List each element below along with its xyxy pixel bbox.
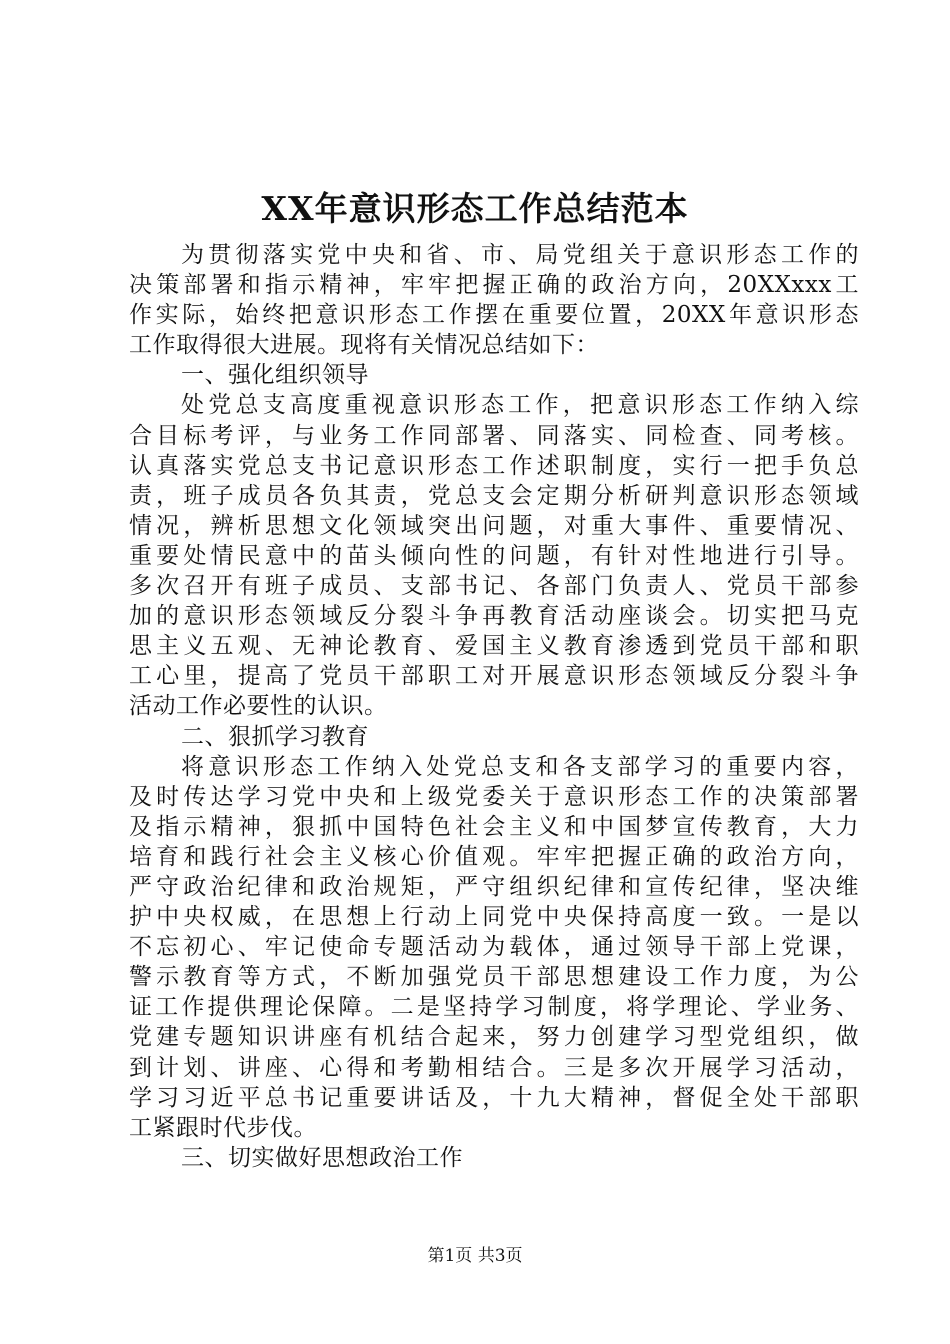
text-line: 加的意识形态领域反分裂斗争再教育活动座谈会。切实把马克 [129, 603, 859, 630]
text-line: 三、切实做好思想政治工作 [181, 1144, 463, 1171]
text-line: 一、强化组织领导 [181, 362, 369, 389]
text-line: 二、狠抓学习教育 [181, 723, 369, 750]
text-line: 警示教育等方式，不断加强党员干部思想建设工作力度，为公 [129, 964, 859, 991]
text-line: 培育和践行社会主义核心价值观。牢牢把握正确的政治方向， [129, 843, 859, 870]
text-line: 认真落实党总支书记意识形态工作述职制度，实行一把手负总 [129, 452, 859, 479]
page-footer: 第1页 共3页 [427, 1246, 523, 1266]
text-line: 思主义五观、无神论教育、爱国主义教育渗透到党员干部和职 [129, 633, 859, 660]
text-line: 活动工作必要性的认识。 [129, 693, 388, 720]
text-line: 责，班子成员各负其责，党总支会定期分析研判意识形态领域 [129, 482, 859, 509]
text-line: 作实际，始终把意识形态工作摆在重要位置，20XX年意识形态 [129, 302, 859, 329]
text-line: 决策部署和指示精神，牢牢把握正确的政治方向，20XXxxx工 [129, 272, 859, 299]
text-line: 情况，辨析思想文化领域突出问题，对重大事件、重要情况、 [129, 512, 859, 539]
text-line: 将意识形态工作纳入处党总支和各支部学习的重要内容， [181, 753, 859, 780]
text-line: 及指示精神，狠抓中国特色社会主义和中国梦宣传教育，大力 [129, 813, 859, 840]
text-line: 工作取得很大进展。现将有关情况总结如下： [129, 332, 599, 359]
text-line: 严守政治纪律和政治规矩，严守组织纪律和宣传纪律，坚决维 [129, 873, 859, 900]
text-line: 证工作提供理论保障。二是坚持学习制度，将学理论、学业务、 [129, 994, 859, 1021]
text-line: 重要处情民意中的苗头倾向性的问题，有针对性地进行引导。 [129, 542, 859, 569]
text-line: 为贯彻落实党中央和省、市、局党组关于意识形态工作的 [181, 242, 859, 268]
text-line: 及时传达学习党中央和上级党委关于意识形态工作的决策部署 [129, 783, 859, 810]
document-body [129, 240, 859, 1173]
text-line: 护中央权威，在思想上行动上同党中央保持高度一致。一是以 [129, 904, 859, 931]
text-line: 工紧跟时代步伐。 [129, 1114, 317, 1141]
text-line: 不忘初心、牢记使命专题活动为载体，通过领导干部上党课， [129, 934, 859, 961]
text-line: 学习习近平总书记重要讲话及，十九大精神，督促全处干部职 [129, 1084, 859, 1111]
text-line: 党建专题知识讲座有机结合起来，努力创建学习型党组织，做 [129, 1024, 859, 1051]
text-line: 处党总支高度重视意识形态工作，把意识形态工作纳入综 [181, 392, 859, 419]
text-line: 到计划、讲座、心得和考勤相结合。三是多次开展学习活动， [129, 1054, 859, 1081]
text-line: 合目标考评，与业务工作同部署、同落实、同检查、同考核。 [129, 422, 859, 449]
text-line: 工心里，提高了党员干部职工对开展意识形态领域反分裂斗争 [129, 663, 859, 690]
text-line: 多次召开有班子成员、支部书记、各部门负责人、党员干部参 [129, 573, 859, 600]
document-title: XX年意识形态工作总结范本 [261, 189, 689, 228]
